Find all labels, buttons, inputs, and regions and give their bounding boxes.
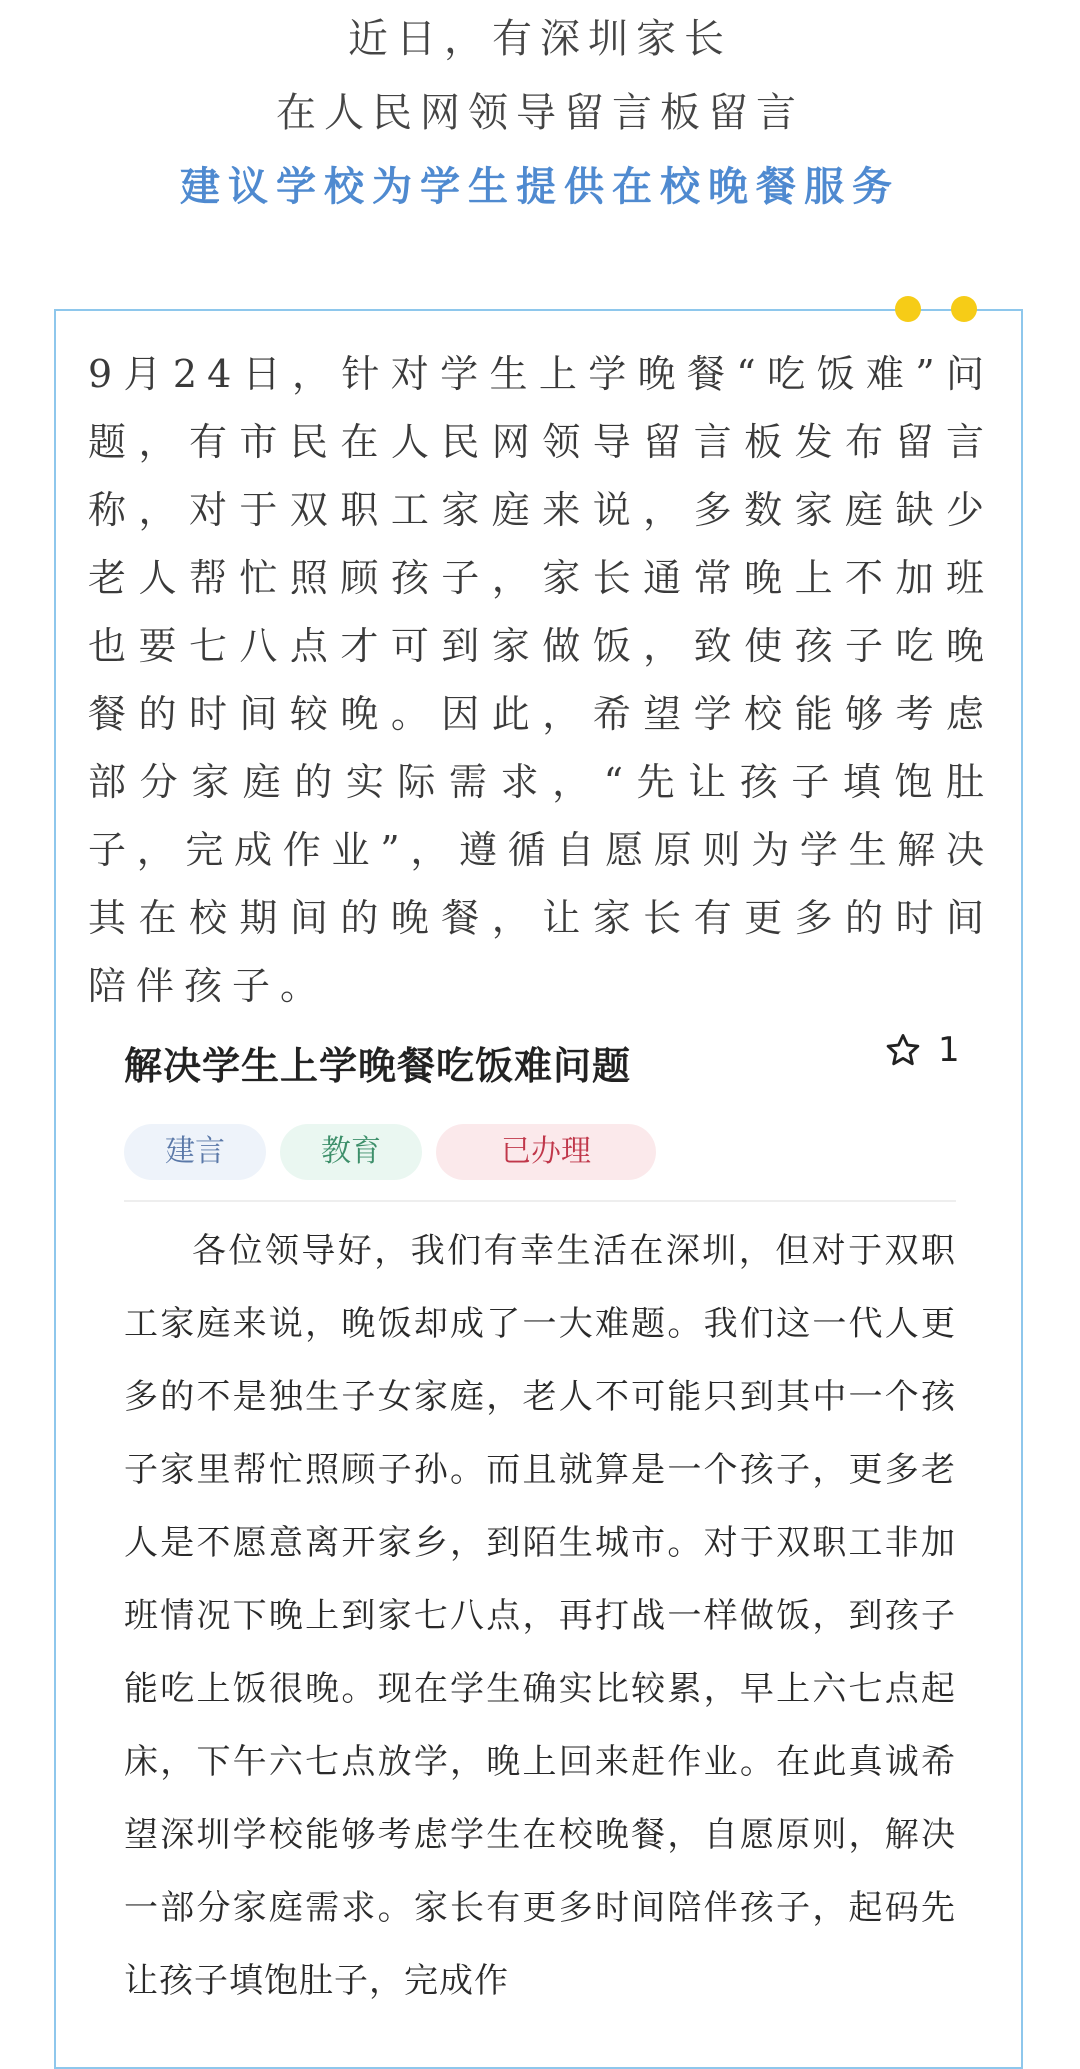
favorite-count: 1 xyxy=(938,1030,960,1070)
tag-education[interactable]: 教育 xyxy=(280,1124,422,1180)
tag-suggestion[interactable]: 建言 xyxy=(124,1124,266,1180)
divider xyxy=(124,1200,956,1202)
header-line-2: 在人民网领导留言板留言 xyxy=(276,90,804,136)
header-highlight: 建议学校为学生提供在校晚餐服务 xyxy=(180,163,900,210)
message-title: 解决学生上学晚餐吃饭难问题 xyxy=(124,1044,632,1088)
header-line-1: 近日，有深圳家长 xyxy=(348,16,732,62)
star-outline-icon[interactable] xyxy=(884,1031,922,1069)
decorative-dot-2 xyxy=(951,296,977,322)
decorative-dot-1 xyxy=(895,296,921,322)
intro-paragraph: 9月24日，针对学生上学晚餐“吃饭难”问题，有市民在人民网领导留言板发布留言称，对于双职工家庭来说，多数家庭缺少老人帮忙照顾孩子，家长通常晚上不加班也要七八点才可到家做饭，致使孩子吃晚餐的时间较晚。因此，希望学校能够考虑部分家庭的实际需求，“先让孩子填饱肚子，完成作业”，遵循自愿原则为学生解决其在校期间的晚餐，让家长有更多的时间陪伴孩子。 xyxy=(88,352,994,1008)
header xyxy=(0,0,1080,224)
tag-list xyxy=(124,1124,670,1180)
favorite-button[interactable] xyxy=(884,1030,960,1070)
message-body: 各位领导好，我们有幸生活在深圳，但对于双职工家庭来说，晚饭却成了一大难题。我们这一代人更多的不是独生子女家庭，老人不可能只到其中一个孩子家里帮忙照顾子孙。而且就算是一个孩子，更多老人是不愿意离开家乡，到陌生城市。对于双职工非加班情况下晚上到家七八点，再打战一样做饭，到孩子能吃上饭很晚。现在学生确实比较累，早上六七点起床，下午六七点放学，晚上回来赶作业。在此真诚希望深圳学校能够考虑学生在校晚餐，自愿原则，解决一部分家庭需求。家长有更多时间陪伴孩子，起码先让孩子填饱肚子，完成作 xyxy=(124,1231,956,2001)
tag-status-handled[interactable]: 已办理 xyxy=(436,1124,656,1180)
